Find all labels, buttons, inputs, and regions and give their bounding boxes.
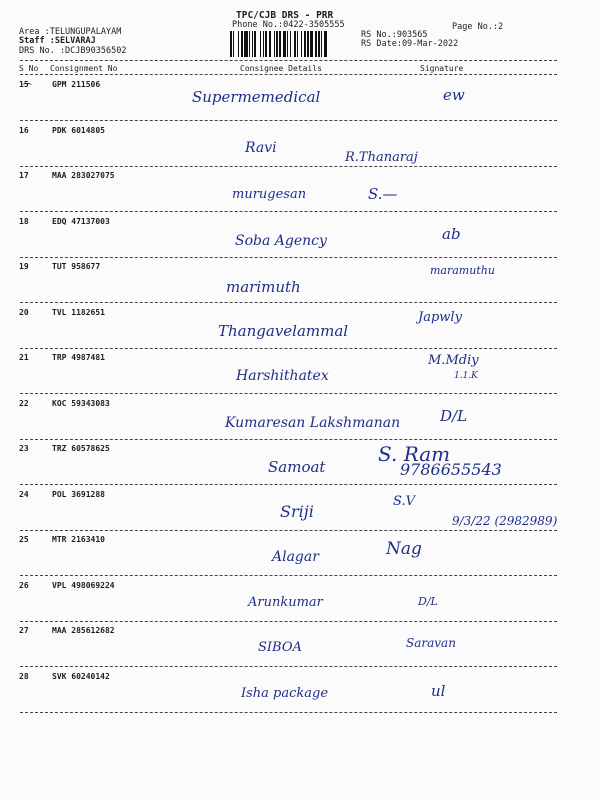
row-divider — [20, 621, 557, 622]
row-signature-handwritten: S.— — [368, 185, 398, 203]
row-serial-number: 16 — [19, 125, 29, 135]
phone-number: Phone No.:0422-3505555 — [232, 20, 345, 30]
row-consignee-handwritten: Harshithatex — [236, 368, 329, 384]
row-serial-number: 19 — [19, 262, 29, 271]
row-divider — [20, 530, 557, 531]
row-consignment-number: KOC 59343083 — [52, 398, 110, 408]
row-consignee-handwritten: Soba Agency — [235, 232, 327, 249]
row-signature-handwritten: R.Thanaraj — [345, 149, 418, 165]
row-consignment-number: POL 3691288 — [52, 489, 105, 499]
row-consignee-handwritten: Supermemedical — [192, 88, 321, 106]
row-consignee-handwritten: Alagar — [272, 549, 319, 565]
row-divider — [20, 257, 557, 258]
row-consignee-handwritten: murugesan — [232, 187, 307, 202]
row-signature-handwritten: D/L — [418, 594, 438, 608]
row-signature-handwritten: D/L — [440, 406, 468, 425]
row-divider — [20, 666, 557, 667]
col-consignment-header: Consignment No — [50, 64, 118, 73]
row-serial-number: 25 — [19, 535, 29, 544]
row-signature-handwritten: S.V — [393, 493, 415, 509]
report-title: TPC/CJB DRS - PRR — [236, 10, 334, 21]
row-consignment-number: TRZ 60578625 — [52, 444, 110, 453]
pen-mark — [22, 83, 32, 87]
row-serial-number: 26 — [19, 580, 29, 590]
row-serial-number: 22 — [19, 398, 29, 408]
area-label: Area :TELUNGUPALAYAM — [19, 27, 122, 37]
row-divider — [20, 393, 557, 394]
row-serial-number: 18 — [19, 216, 29, 226]
divider — [20, 74, 557, 75]
row-signature-handwritten: ab — [442, 224, 461, 243]
row-divider — [20, 211, 557, 212]
row-consignment-number: PDK 6014805 — [52, 125, 105, 135]
row-consignment-number: MAA 283027075 — [52, 171, 115, 180]
row-divider — [20, 348, 557, 349]
row-consignee-handwritten: Thangavelammal — [218, 321, 349, 340]
row-consignment-number: VPL 498069224 — [52, 580, 115, 590]
rs-number: RS No.:903565 — [361, 30, 428, 40]
divider — [20, 60, 557, 61]
row-serial-number: 24 — [19, 489, 29, 499]
row-signature-handwritten: ul — [431, 681, 446, 700]
col-consignee-header: Consignee Details — [240, 64, 322, 73]
row-consignment-number: TRP 4987481 — [52, 353, 105, 362]
row-divider — [20, 166, 557, 167]
row-handwritten-note: 9786655543 — [400, 460, 502, 479]
row-divider — [20, 575, 557, 576]
row-consignee-handwritten: marimuth — [226, 278, 301, 296]
row-consignee-handwritten: Ravi — [245, 139, 277, 156]
row-serial-number: 15 — [19, 80, 29, 89]
page-number: Page No.:2 — [452, 22, 504, 32]
row-consignment-number: EDQ 47137003 — [52, 216, 110, 226]
row-consignee-handwritten: Isha package — [241, 685, 329, 701]
row-consignee-handwritten: Sriji — [280, 501, 314, 521]
row-signature-handwritten: Japwly — [418, 309, 462, 325]
row-signature-handwritten: S. Ram — [378, 442, 451, 466]
row-consignment-number: SVK 60240142 — [52, 671, 110, 681]
drs-number: DRS No. :DCJB90356502 — [19, 46, 127, 56]
row-serial-number: 20 — [19, 307, 29, 317]
row-signature-handwritten: Nag — [386, 539, 422, 559]
row-handwritten-note: 9/3/22 (2982989) — [452, 513, 558, 528]
row-consignee-handwritten: Kumaresan Lakshmanan — [225, 414, 401, 431]
row-consignment-number: TVL 1182651 — [52, 307, 105, 317]
row-divider — [20, 302, 557, 303]
row-handwritten-note: 1.1.K — [454, 371, 478, 381]
row-consignee-handwritten: Arunkumar — [248, 594, 323, 610]
row-divider — [20, 439, 557, 440]
row-serial-number: 17 — [19, 171, 29, 180]
row-signature-handwritten: Saravan — [406, 636, 456, 650]
row-serial-number: 27 — [19, 626, 29, 635]
row-signature-handwritten: M.Mdiy — [428, 353, 479, 368]
row-serial-number: 23 — [19, 444, 29, 453]
col-sno-header: S No — [19, 64, 39, 73]
row-serial-number: 21 — [19, 353, 29, 362]
staff-label: Staff :SELVARAJ — [19, 36, 96, 46]
col-signature-header: Signature — [420, 64, 464, 73]
row-divider — [20, 120, 557, 121]
row-signature-handwritten: ew — [443, 86, 465, 104]
row-divider — [20, 484, 557, 485]
row-consignment-number: MTR 2163410 — [52, 535, 105, 544]
row-divider — [20, 712, 557, 713]
row-consignee-handwritten: Samoat — [268, 458, 326, 476]
row-signature-handwritten: maramuthu — [430, 264, 495, 277]
barcode — [230, 31, 354, 57]
row-serial-number: 28 — [19, 671, 29, 681]
row-consignment-number: GPM 211506 — [52, 80, 101, 89]
row-consignee-handwritten: SIBOA — [258, 640, 302, 655]
rs-date: RS Date:09-Mar-2022 — [361, 39, 459, 49]
row-consignment-number: TUT 958677 — [52, 262, 101, 271]
row-consignment-number: MAA 285612682 — [52, 626, 115, 635]
